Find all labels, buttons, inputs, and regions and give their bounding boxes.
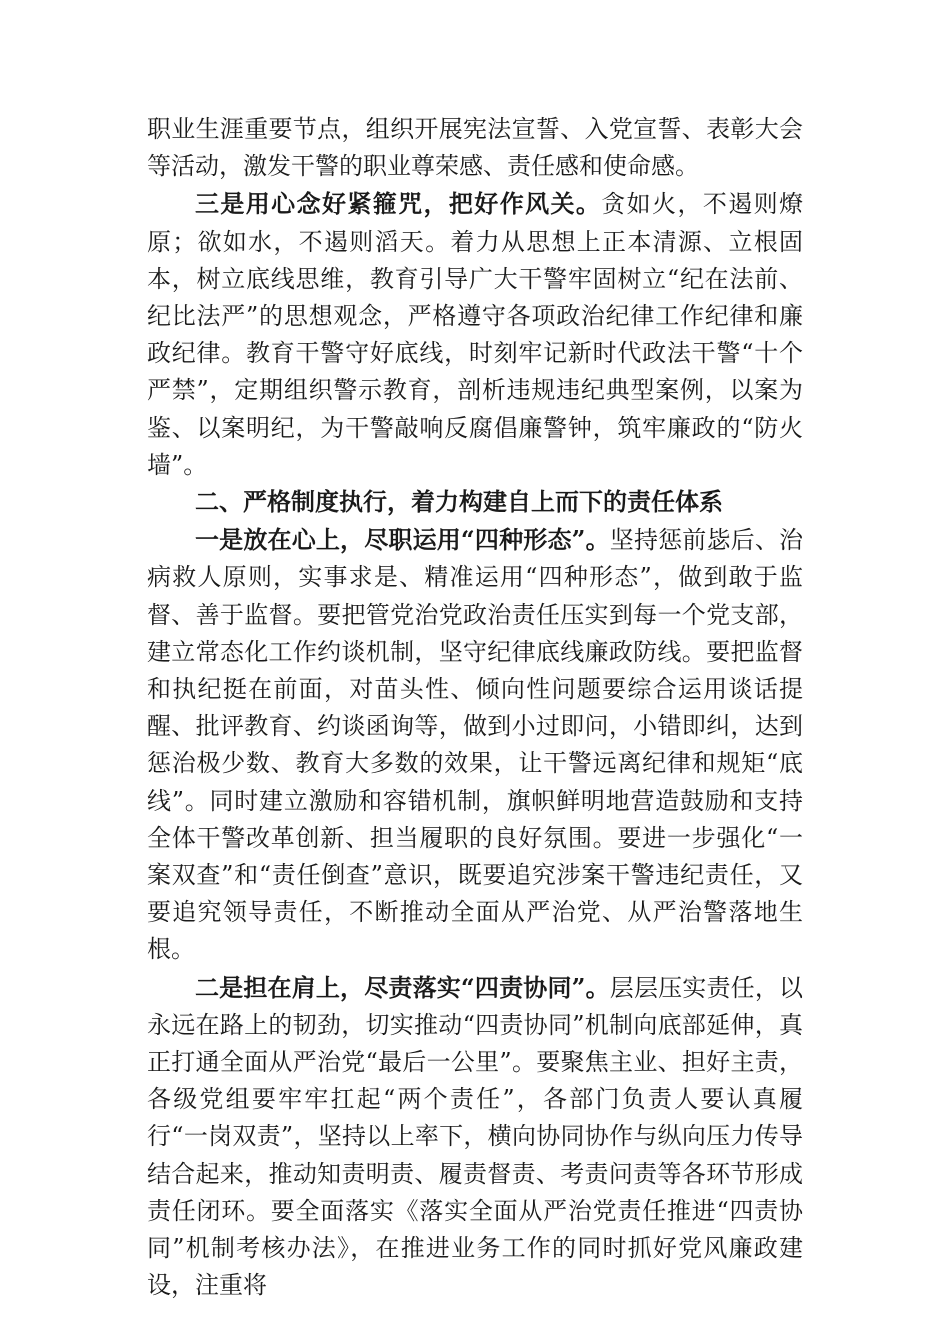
paragraph-text: 坚持惩前毖后、治病救人原则，实事求是、精准运用“四种形态”，做到敢于监督、善于监督。要把管党治党政治责任压实到每一个党支部，建立常态化工作约谈机制，坚守纪律底线廉政防线。要把监督和执纪挺在前面，对苗头性、倾向性问题要综合运用谈话提醒、批评教育、约谈函询等，做到小过即问，小错即纠，达到惩治极少数、教育大多数的效果，让干警远离纪律和规矩“底线”。同时建立激励和容错机制，旗帜鲜明地营造鼓励和支持全体干警改革创新、担当履职的良好氛围。要进一步强化“一案双查”和“责任倒查”意识，既要追究涉案干警违纪责任，又要追究领导责任，不断推动全面从严治党、从严治警落地生根。 (147, 526, 804, 964)
paragraph-text: 层层压实责任，以永远在路上的韧劲，切实推动“四责协同”机制向底部延伸，真正打通全面从严治党“最后一公里”。要聚焦主业、担好主责，各级党组要牢牢扛起“两个责任”，各部门负责人要认真履行“一岗双责”，坚持以上率下，横向协同协作与纵向压力传导结合起来，推动知责明责、履责督责、考责问责等各环节形成责任闭环。要全面落实《落实全面从严治党责任推进“四责协同”机制考核办法》，在推进业务工作的同时抓好党风廉政建设，注重将 (147, 973, 804, 1300)
paragraph-text: 职业生涯重要节点，组织开展宪法宣誓、入党宣誓、表彰大会等活动，激发干警的职业尊荣感、责任感和使命感。 (147, 115, 803, 181)
paragraph-point-two (147, 969, 803, 1305)
paragraph-text: 贪如火，不遏则燎原；欲如水，不遏则滔天。着力从思想上正本清源、立根固本，树立底线思维，教育引导广大干警牢固树立“纪在法前、纪比法严”的思想观念，严格遵守各项政治纪律工作纪律和廉政纪律。教育干警守好底线，时刻牢记新时代政法干警“十个严禁”，定期组织警示教育，剖析违规违纪典型案例，以案为鉴、以案明纪，为干警敲响反腐倡廉警钟，筑牢廉政的“防火墙”。 (147, 190, 804, 479)
paragraph-point-three (147, 185, 803, 484)
paragraph-lead: 二是担在肩上，尽责落实“四责协同”。 (195, 972, 610, 1002)
section-heading: 二、严格制度执行，着力构建自上而下的责任体系 (195, 488, 723, 517)
paragraph-point-one (147, 521, 803, 968)
paragraph-lead: 一是放在心上，尽职运用“四种形态”。 (195, 525, 610, 555)
paragraph-lead: 三是用心念好紧箍咒，把好作风关。 (195, 189, 602, 219)
document-page (147, 111, 803, 1305)
paragraph-continuation (147, 111, 803, 185)
